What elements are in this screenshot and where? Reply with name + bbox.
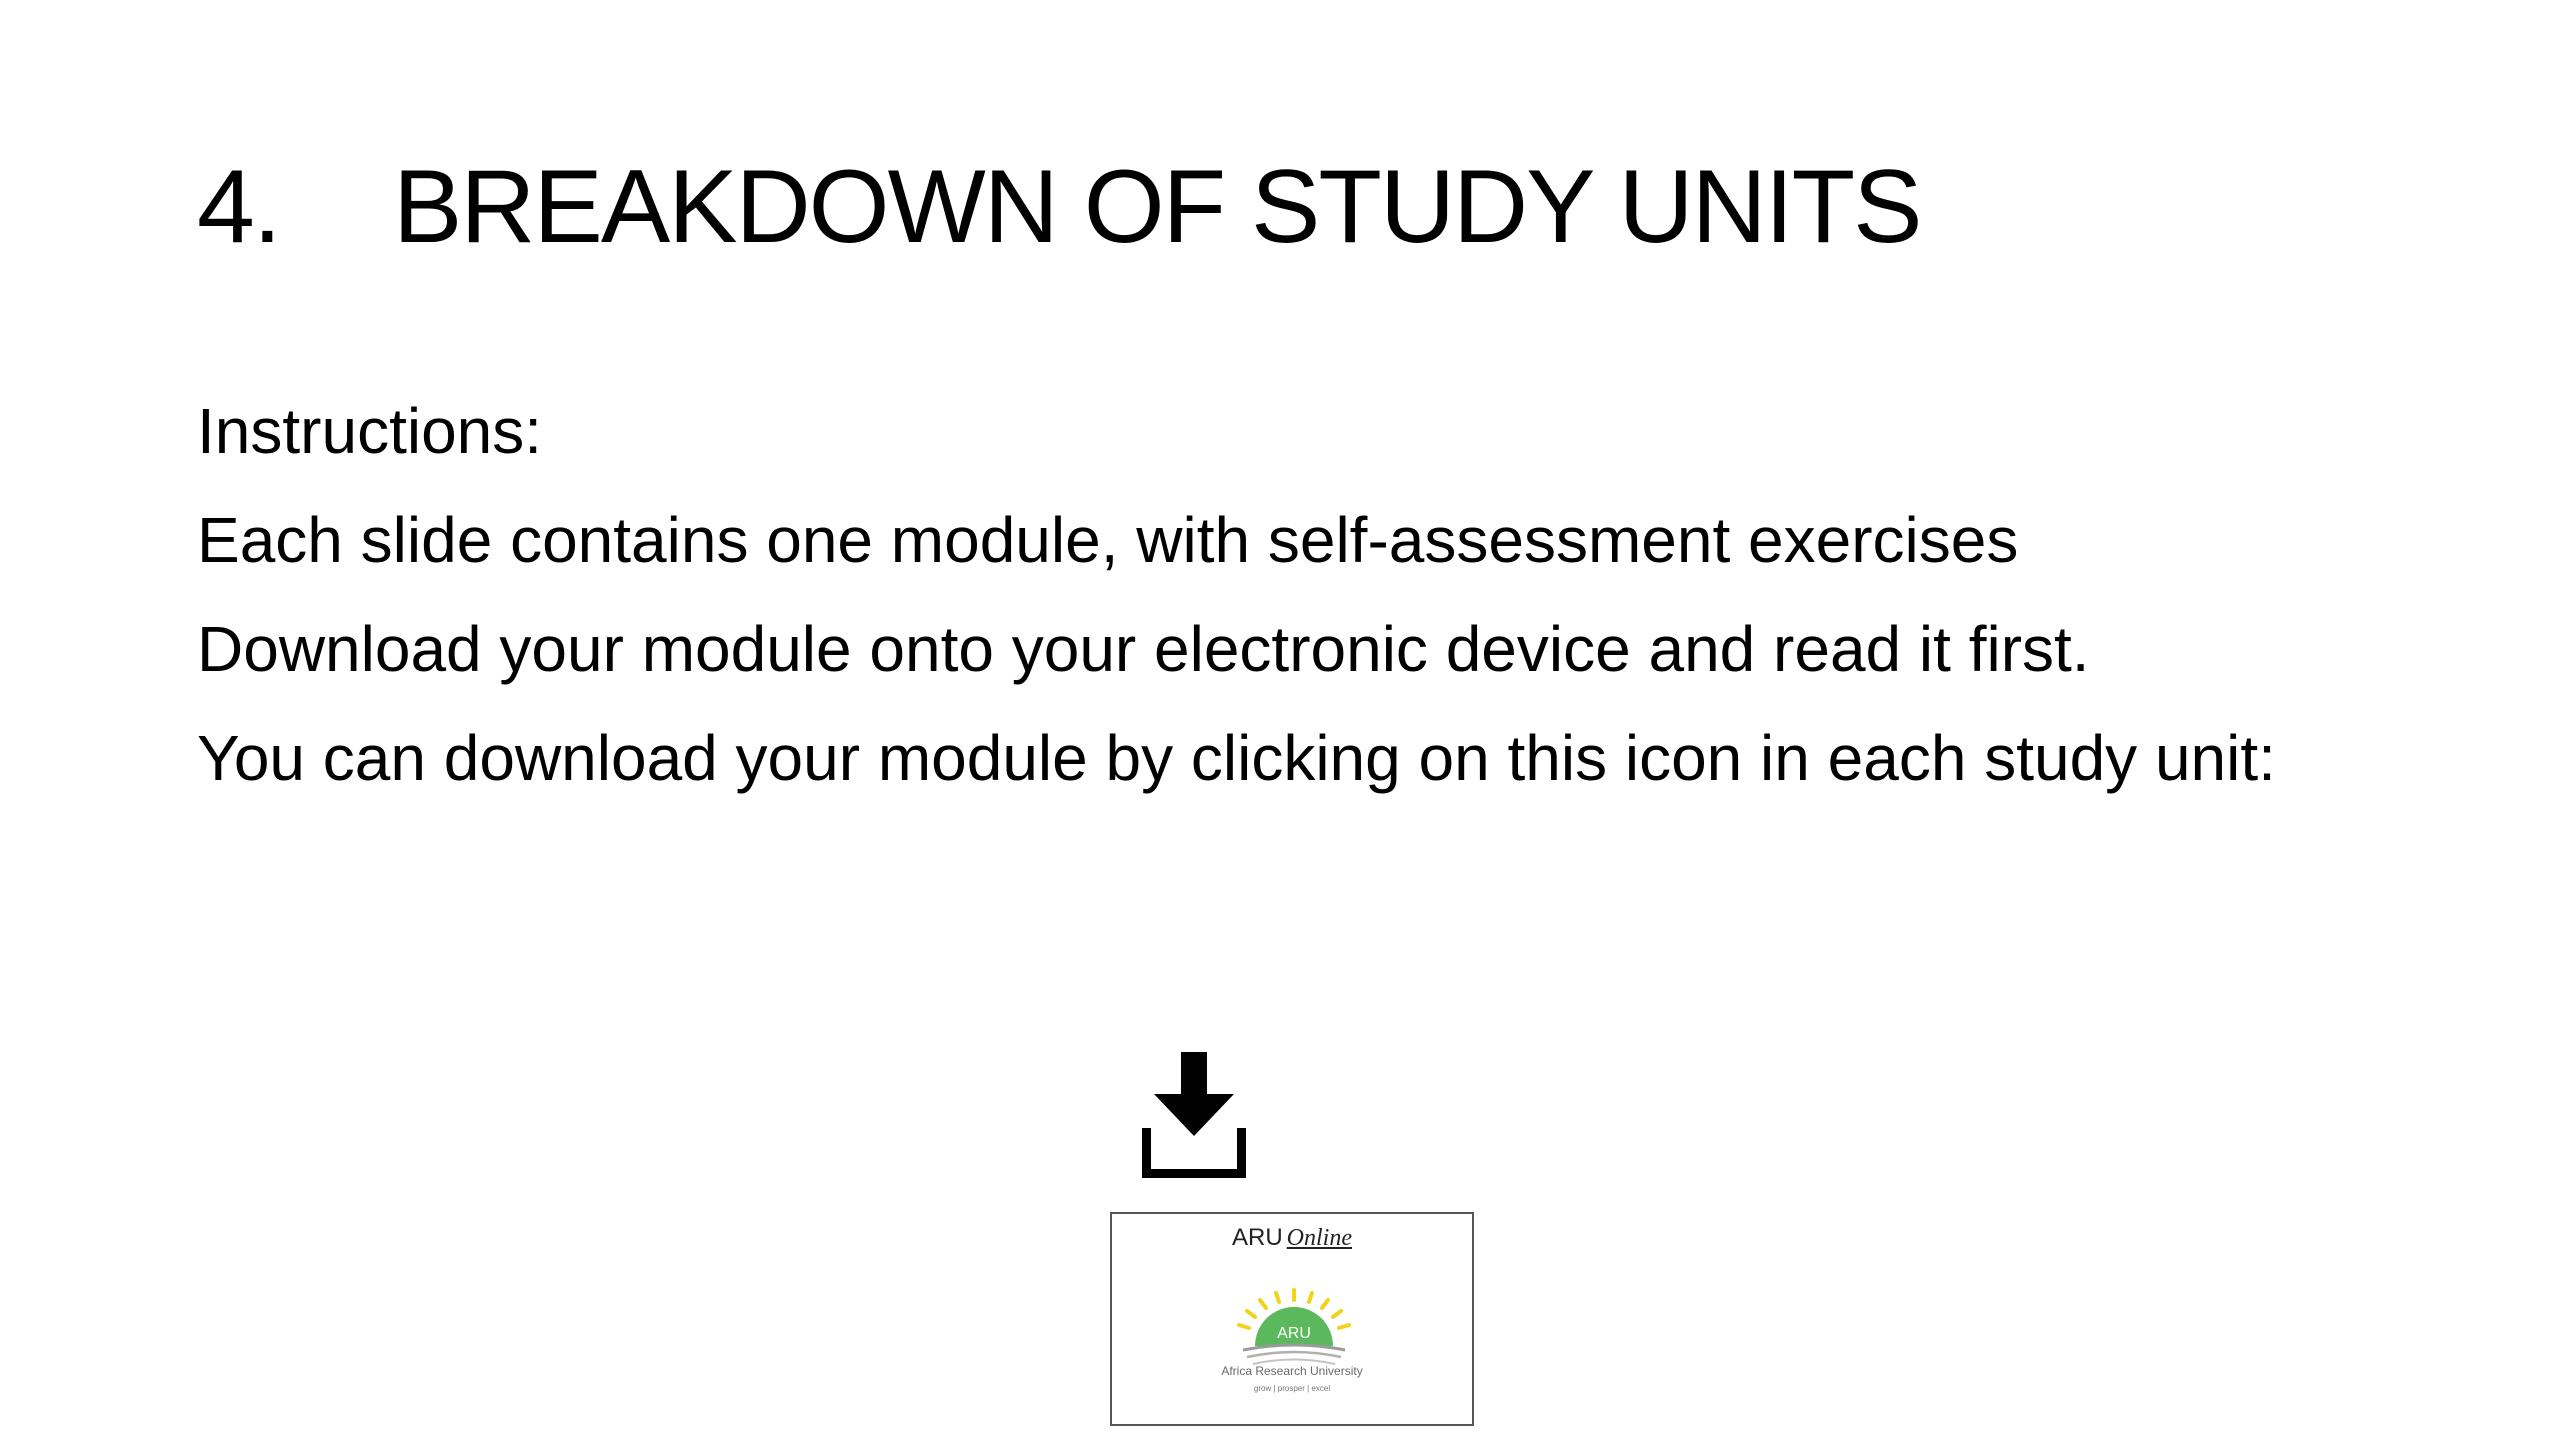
section-number: 4. (197, 149, 280, 265)
instructions-body (197, 390, 2347, 826)
slide-title (197, 150, 1921, 264)
instruction-line: You can download your module by clicking on this icon in each study unit: (197, 722, 2276, 794)
aru-emblem-icon (1229, 1288, 1359, 1372)
instructions-heading: Instructions: (197, 395, 543, 467)
logo-brand: ARU Online (1232, 1224, 1352, 1251)
section-title: BREAKDOWN OF STUDY UNITS (393, 149, 1921, 265)
instruction-line: Download your module onto your electronic device and read it first. (197, 613, 2090, 685)
svg-text:ARU: ARU (1277, 1325, 1311, 1342)
university-name: Africa Research University (1221, 1364, 1363, 1378)
university-tagline: grow | prosper | excel (1253, 1384, 1331, 1393)
download-icon[interactable] (1128, 1052, 1260, 1184)
instruction-line: Each slide contains one module, with self-assessment exercises (197, 504, 2019, 576)
aru-online-logo[interactable] (1110, 1212, 1474, 1426)
